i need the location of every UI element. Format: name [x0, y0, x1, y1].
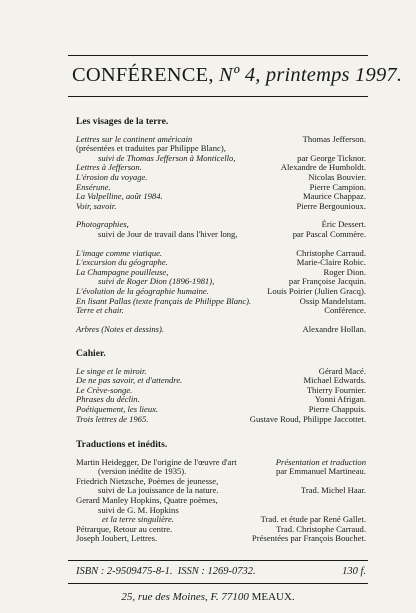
toc-row: La Champagne pouilleuse, Roger Dion. [76, 266, 366, 277]
isbn: ISBN : 2-9509475-8-1. [76, 566, 173, 577]
toc-row: Arbres (Notes et dessins). Alexandre Hollan. [76, 323, 366, 334]
section-heading: Traductions et inédits. [76, 439, 168, 450]
toc-row: suivi de Roger Dion (1896-1981), par Françoise Jacquin. [98, 276, 366, 287]
toc-row: Gerard Manley Hopkins, Quatre poèmes, [76, 494, 218, 505]
toc-row: Pétrarque, Retour au centre. Trad. Christophe Carraud. [76, 523, 366, 534]
toc-row: Le Crève-songe. Thierry Fournier. [76, 384, 366, 395]
section-heading: Cahier. [76, 348, 106, 359]
price: 130 f. [342, 566, 366, 577]
publisher-address: 25, rue des Moines, F. 77100 MEAUX. [121, 591, 295, 603]
toc-row: Martin Heidegger, De l'origine de l'œuvre d'art Présentation et traduction [76, 456, 366, 467]
issn: ISSN : 1269-0732. [177, 566, 256, 577]
toc-row: Lettres à Jefferson. Alexandre de Humboldt. [76, 162, 366, 173]
toc-row: L'excursion du géographe. Marie-Claire Robic. [76, 257, 366, 268]
toc-row: Photographies, Éric Dessert. [76, 219, 366, 230]
toc-row: suivi de G. M. Hopkins [98, 504, 179, 515]
toc-row: De ne pas savoir, et d'attendre. Michael Edwards. [76, 375, 366, 386]
toc-row: L'érosion du voyage. Nicolas Bouvier. [76, 171, 366, 182]
toc-row: Le singe et le miroir. Gérard Macé. [76, 365, 366, 376]
toc-row: suivi de Thomas Jefferson à Monticello, par George Ticknor. [98, 152, 366, 163]
toc-row: Terre et chair. Conférence. [76, 305, 366, 316]
toc-row: (version inédite de 1935). par Emmanuel Martineau. [98, 466, 366, 477]
toc-row: suivi de Jour de travail dans l'hiver long, par Pascal Commère. [98, 228, 366, 239]
top-rule [68, 55, 368, 56]
section-visages [76, 117, 366, 334]
toc-row: Lettres sur le continent américain Thomas Jefferson. [76, 133, 366, 144]
toc-row: En lisant Pallas (texte français de Philippe Blanc). Ossip Mandelstam. [76, 295, 366, 306]
toc-row: (présentées et traduites par Philippe Blanc), [76, 143, 226, 154]
section-traductions [76, 440, 366, 544]
title-main: CONFÉRENCE, [72, 64, 214, 86]
toc-row: Poétiquement, les lieux. Pierre Chappuis. [76, 403, 366, 414]
toc-row: suivi de La jouissance de la nature. Trad. Michel Haar. [98, 485, 366, 496]
toc-row: Trois lettres de 1965. Gustave Roud, Philippe Jaccottet. [76, 413, 366, 424]
toc-row: Ensérune. Pierre Campion. [76, 181, 366, 192]
footer-rule-bottom [68, 583, 368, 584]
toc-row: Joseph Joubert, Lettres. Présentées par François Bouchet. [76, 533, 366, 544]
toc-row: et la terre singulière. Trad. et étude par René Gallet. [102, 514, 366, 525]
toc-row: Phrases du déclin. Yonni Afrigan. [76, 394, 366, 405]
toc-row: Friedrich Nietzsche, Poèmes de jeunesse, [76, 475, 219, 486]
toc-row: L'image comme viatique. Christophe Carraud. [76, 247, 366, 258]
footer-rule-top [68, 560, 368, 561]
section-heading: Les visages de la terre. [76, 116, 169, 127]
toc-row: Voir, savoir. Pierre Bergounioux. [76, 200, 366, 211]
toc-row: L'évolution de la géographie humaine. Louis Poirier (Julien Gracq). [76, 285, 366, 296]
title-issue: Nº 4, printemps 1997. [213, 64, 403, 86]
toc-row: La Valpelline, août 1984. Maurice Chappaz. [76, 191, 366, 202]
page-title [72, 64, 403, 87]
title-rule [68, 96, 368, 97]
section-cahier [76, 349, 366, 424]
isbn-line [76, 566, 366, 577]
